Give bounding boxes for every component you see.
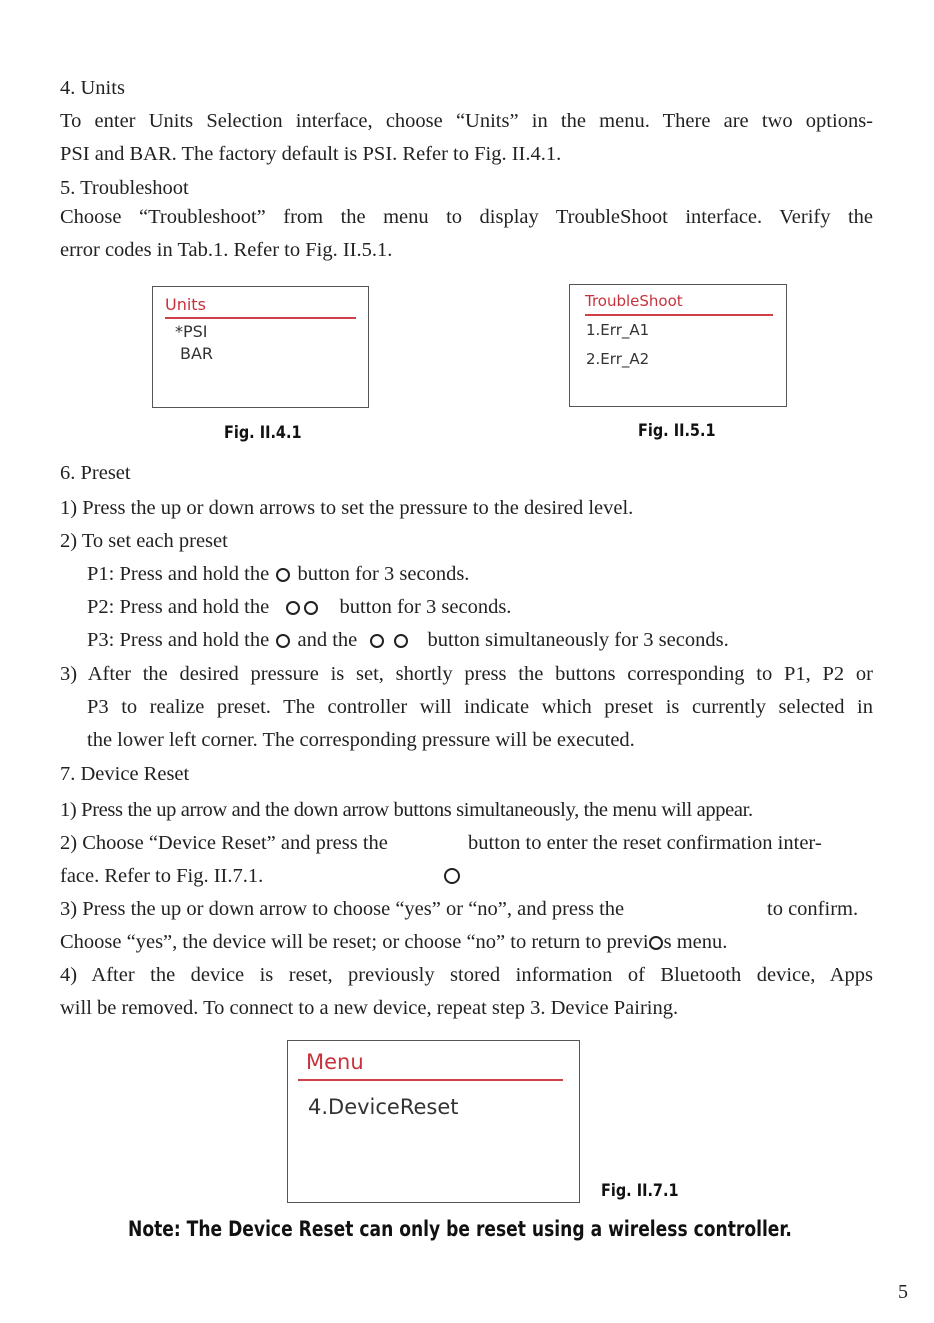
troubleshoot-screen-divider xyxy=(585,314,773,316)
preset-p1-line xyxy=(87,561,469,587)
menu-item-device-reset: 4.DeviceReset xyxy=(308,1095,459,1119)
preset-p3-line xyxy=(87,627,729,653)
reset-step-3-line-2-a: Choose “yes”, the device will be reset; or choose “no” to return to previ xyxy=(60,931,649,953)
reset-step-3-line-2-b: s menu. xyxy=(663,931,728,953)
troubleshoot-text-line-2: error codes in Tab.1. Refer to Fig. II.5.1. xyxy=(60,239,393,261)
circle-button-icon xyxy=(276,568,290,582)
reset-step-3-line-1-a: 3) Press the up or down arrow to choose “yes” or “no”, and press the xyxy=(60,898,625,920)
preset-p3-text-a: P3: Press and hold the xyxy=(87,629,270,651)
circle-button-icon xyxy=(276,634,290,648)
menu-screen-title: Menu xyxy=(306,1050,364,1074)
preset-heading: 6. Preset xyxy=(60,462,131,484)
troubleshoot-text-line-1: Choose “Troubleshoot” from the menu to display TroubleShoot interface. Verify the xyxy=(60,206,873,228)
menu-figure-caption: Fig. II.7.1 xyxy=(601,1181,679,1201)
units-screen-divider xyxy=(165,317,356,319)
preset-step-3-line-2: P3 to realize preset. The controller will indicate which preset is currently selected in xyxy=(87,696,873,718)
units-screen-title: Units xyxy=(165,295,206,314)
circle-button-icon xyxy=(394,634,408,648)
units-figure-caption: Fig. II.4.1 xyxy=(224,423,302,443)
preset-p2-text-b: button for 3 seconds. xyxy=(339,596,512,618)
circle-button-icon xyxy=(286,601,300,615)
troubleshoot-heading: 5. Troubleshoot xyxy=(60,177,189,199)
reset-step-4-line-2: will be removed. To connect to a new device, repeat step 3. Device Pairing. xyxy=(60,997,679,1019)
preset-p2-line xyxy=(87,594,511,620)
device-reset-note: Note: The Device Reset can only be reset using a wireless controller. xyxy=(128,1217,792,1241)
preset-step-1: 1) Press the up or down arrows to set the pressure to the desired level. xyxy=(60,497,634,519)
reset-step-1: 1) Press the up arrow and the down arrow buttons simultaneously, the menu will appear. xyxy=(60,799,753,821)
units-heading: 4. Units xyxy=(60,77,125,99)
units-text-line-1: To enter Units Selection interface, choose “Units” in the menu. There are two options- xyxy=(60,110,873,132)
reset-step-2-line-1-a: 2) Choose “Device Reset” and press the xyxy=(60,832,388,854)
reset-step-2-line-1-b: button to enter the reset confirmation inter- xyxy=(468,832,822,854)
troubleshoot-error-item-1: 1.Err_A1 xyxy=(586,321,650,339)
reset-step-2-line-2: face. Refer to Fig. II.7.1. xyxy=(60,865,264,887)
preset-step-3-line-3: the lower left corner. The corresponding pressure will be executed. xyxy=(87,729,635,751)
circle-button-icon xyxy=(649,936,663,950)
troubleshoot-figure-caption: Fig. II.5.1 xyxy=(638,421,716,441)
troubleshoot-error-item-2: 2.Err_A2 xyxy=(586,350,650,368)
circle-button-icon xyxy=(304,601,318,615)
circle-button-icon xyxy=(444,868,460,884)
reset-heading: 7. Device Reset xyxy=(60,763,190,785)
preset-p3-text-mid: and the xyxy=(297,629,358,651)
units-option-bar: BAR xyxy=(180,344,214,363)
preset-p2-text-a: P2: Press and hold the xyxy=(87,596,270,618)
menu-screen-divider xyxy=(298,1079,563,1081)
page-number: 5 xyxy=(898,1281,908,1303)
units-text-line-2: PSI and BAR. The factory default is PSI. Refer to Fig. II.4.1. xyxy=(60,143,562,165)
units-screen-figure xyxy=(152,286,369,408)
circle-button-icon xyxy=(370,634,384,648)
preset-p1-text-b: button for 3 seconds. xyxy=(297,563,470,585)
troubleshoot-screen-figure xyxy=(569,284,787,407)
units-option-psi: *PSI xyxy=(175,322,208,341)
preset-step-2: 2) To set each preset xyxy=(60,530,228,552)
preset-p3-text-b: button simultaneously for 3 seconds. xyxy=(427,629,729,651)
reset-step-3-line-1-b: to confirm. xyxy=(767,898,859,920)
preset-p1-text-a: P1: Press and hold the xyxy=(87,563,270,585)
reset-step-3-line-2 xyxy=(60,929,727,955)
troubleshoot-screen-title: TroubleShoot xyxy=(585,292,683,310)
reset-step-4-line-1: 4) After the device is reset, previously stored information of Bluetooth device, Apps xyxy=(60,964,873,986)
menu-screen-figure xyxy=(287,1040,580,1203)
preset-step-3-line-1: 3) After the desired pressure is set, shortly press the buttons corresponding to P1, P2 or xyxy=(60,663,873,685)
